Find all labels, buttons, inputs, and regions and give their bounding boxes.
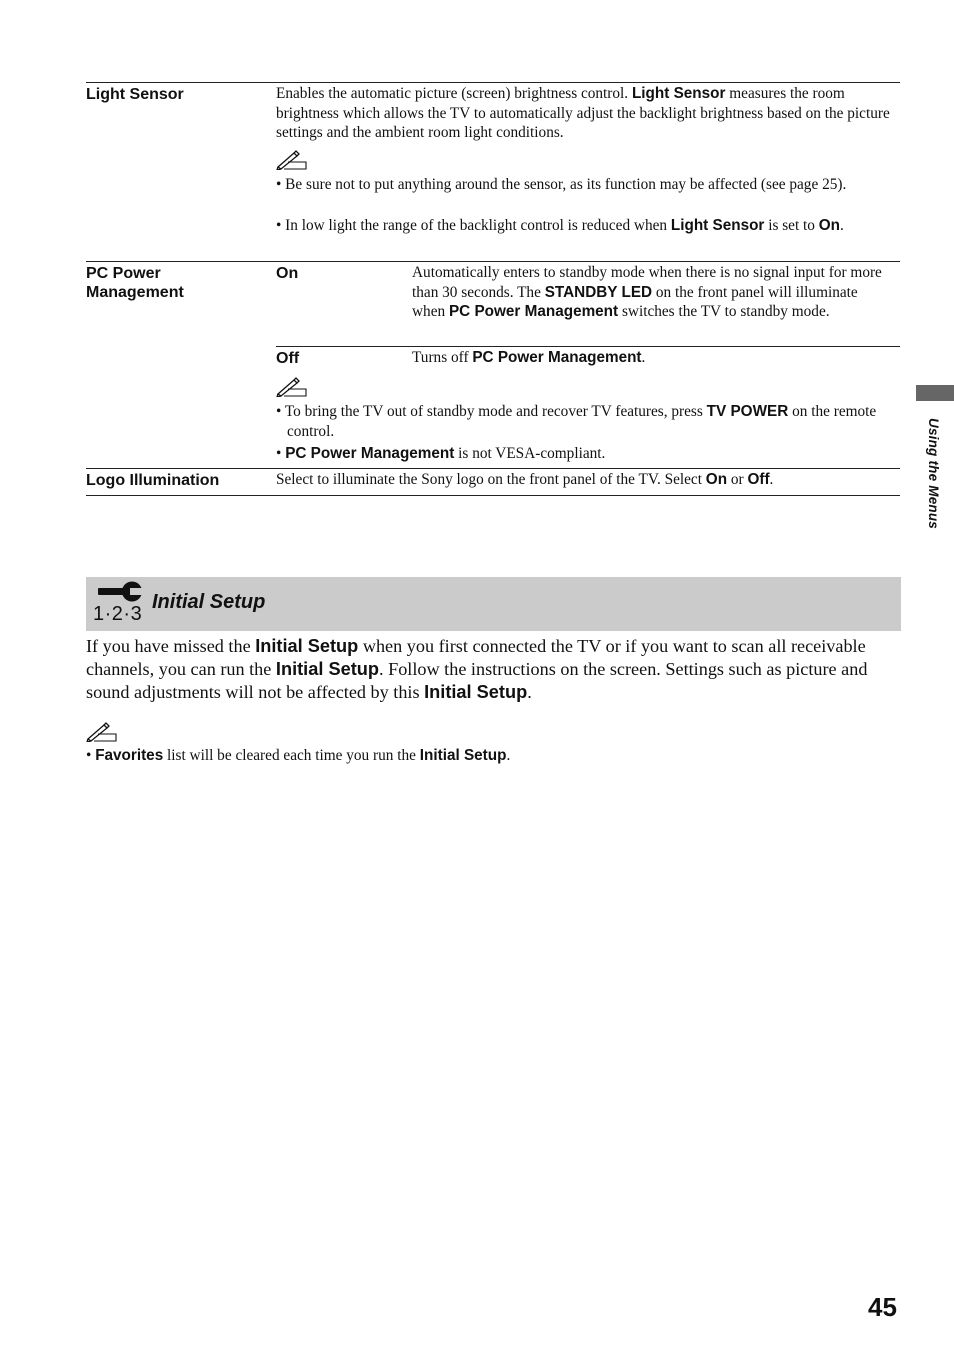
wrench-icon xyxy=(96,581,144,603)
section-icon-digits: 1·2·3 xyxy=(93,603,143,625)
option-off-label: Off xyxy=(276,350,300,367)
table-bottom-rule xyxy=(86,495,900,496)
note-pencil-icon xyxy=(276,150,308,170)
section-title: Initial Setup xyxy=(152,591,266,613)
note-light-sensor-1: • Be sure not to put anything around the sensor, as its function may be affected (see page 25). xyxy=(276,176,847,193)
favorites-note: • Favorites list will be cleared each time you run the Initial Setup. xyxy=(86,747,511,764)
term-pc-power-management: PC Power Management xyxy=(86,265,184,301)
option-off-desc: Turns off PC Power Management. xyxy=(412,349,646,366)
note-pencil-icon xyxy=(276,377,308,397)
note-pencil-icon xyxy=(86,722,118,742)
desc-logo-illumination: Select to illuminate the Sony logo on the front panel of the TV. Select On or Off. xyxy=(276,471,774,488)
note-light-sensor-2: • In low light the range of the backlight control is reduced when Light Sensor is set to On. xyxy=(276,217,844,234)
page-number: 45 xyxy=(868,1292,897,1322)
option-on-desc: Automatically enters to standby mode when there is no signal input for more than 30 seconds. The STANDBY LED on the front panel will illuminate when PC Power Management switches the TV to standby mode. xyxy=(412,264,882,320)
table-top-rule xyxy=(86,82,900,83)
side-tab-label: Using the Menus xyxy=(926,418,941,530)
sub-row-divider xyxy=(276,346,900,347)
term-logo-illumination: Logo Illumination xyxy=(86,472,220,489)
row-divider xyxy=(86,468,900,469)
note-pc-power-1: • To bring the TV out of standby mode and recover TV features, press TV POWER on the remote control. xyxy=(276,403,877,440)
term-light-sensor: Light Sensor xyxy=(86,86,184,103)
side-tab-marker xyxy=(916,385,954,401)
note-pc-power-2: • PC Power Management is not VESA-compliant. xyxy=(276,445,606,462)
intro-paragraph: If you have missed the Initial Setup when you first connected the TV or if you want to scan all receivable channels, you can run the Initial Setup. Follow the instructions on the screen. Settings such as picture and sound adjustments will not be affected by this Initial Setup. xyxy=(86,636,868,702)
desc-light-sensor: Enables the automatic picture (screen) brightness control. Light Sensor measures the room brightness which allows the TV to automatically adjust the backlight brightness based on the picture settings and the ambient room light conditions. xyxy=(276,85,890,141)
option-on-label: On xyxy=(276,265,299,282)
row-divider xyxy=(86,261,900,262)
